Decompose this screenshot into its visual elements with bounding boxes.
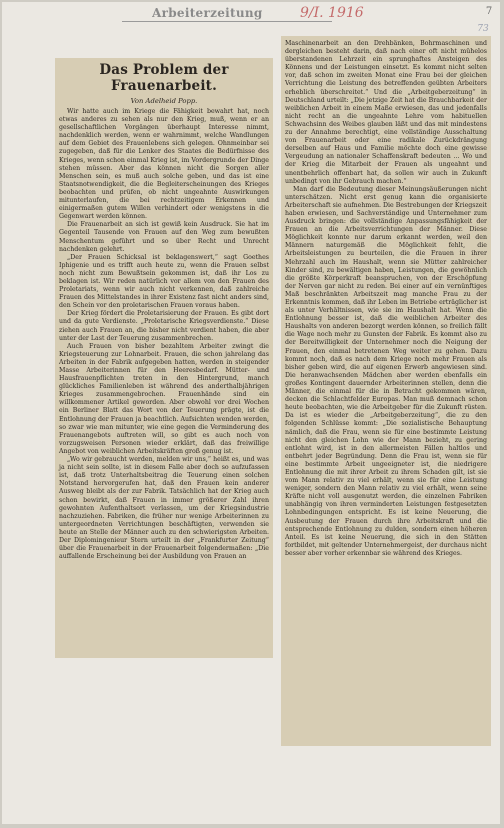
right-column-text — [281, 36, 491, 558]
handwritten-date: 9/I. 1916 — [300, 5, 364, 21]
paragraph: „Der Frauen Schicksal ist beklagenswert,“ sagt Goethes Iphigenie und es trifft auch heute zu, wenn die Frauen selbst noch nicht zum Bewußtsein gekommen ist, daß ihr Los zu beklagen ist. Wir reden natürlich vor allem von den Frauen des Proletariats, wenn wir auch nicht verkennen, daß zahlreiche Frauen des Mittelstandes in ihrer Existenz fast nicht anders sind, den Schein vor den proletarischen Frauen voraus haben. — [59, 253, 269, 310]
article-byline: Von Adelheid Popp. — [130, 97, 198, 105]
paragraph: Wir hatte auch im Kriege die Fähigkeit bewahrt hat, noch etwas anderes zu sehen als nur den Krieg, muß, wenn er an gesellschaftlichen Vorgängen überhaupt Interesse nimmt, nachdenklich werden, wenn er wahrnimmt, welche Wandlungen auf dem Gebiet des Frauenlebens sich gelegen. Ohnmeinbar sei zugegeben, daß für die Lenker des Staates die Bedürfnisse des Krieges, wenn schon einmal Krieg ist, im Vordergrunde der Dinge stehen müssen. Aber das können nicht die Sorgen aller Menschen sein, es muß auch solche geben, und das ist eine Staatsnotwendigkeit, die die Begleiterscheinungen des Krieges beobachten und prüfen, ob nicht ungeahnte Auswirkungen mitunterlaufen, die bei rechtzeitigem Erkennen und einigermaßen gutem Willen verhindert oder wenigstens in die Gegenwart werden können. — [59, 108, 269, 221]
article-title: Das Problem der Frauenarbeit. — [99, 62, 229, 94]
paragraph: Man darf die Bedeutung dieser Meinungsäußerungen nicht unterschätzen. Nicht erst genug kann die organisierte Arbeiterschaft sie aufnehmen. Die Bestrebungen der Kriegszeit haben erwiesen, und Sachverständige und Unternehmer zum Ausdruck bringen: die vollständige Anpassungsfähigkeit der Frauen an die Arbeitsverrichtungen der Männer. Diese Möglichkeit konnte nur darum erkannt werden, weil den Männern naturgemäß die Möglichkeit fehlt, die Arbeitsleistungen zu beurteilen, die die Frauen in ihrer Mehrzahl auch im Haushalt, wenn sie Mütter zahlreicher Kinder sind, zu bewältigen haben, Leistungen, die gewöhnlich die größte Körperkraft beanspruchen, von der Erschöpfung der Nerven gar nicht zu reden. Bei einer auf ein vernünftiges Maß beschränkten Arbeitszeit mag manche Frau zu der Erkenntnis kommen, daß ihr Leben im Betriebe erträglicher ist als unter Verhältnissen, wie sie im Haushalt hat. Wenn die Entlohnung besser ist, daß die weiblichen Arbeiter des Haushalts von anderen bezorgt werden können, so freilich fällt die Wage noch mehr zu Gunsten der Fabrik. Es kommt also zu der Bereitwilligkeit der Unternehmer noch die Neigung der Frauen, den einmal betretenen Weg weiter zu gehen. Dazu kommt noch, daß es nach dem Kriege noch mehr Frauen als bisher geben wird, die auf eigenen Erwerb angewiesen sind. Die heranwachsenden Mädchen aber werden ebenfalls ein großes Kontingent dauernder Arbeiterinnen stellen, denn die Männer, die einmal für die in Betracht gekommen wären, decken die Schlachtfelder Europas. Man muß demnach schon heute beobachten, wie die Arbeitgeber für die Zukunft rüsten. Da ist es wieder die „Arbeitgeberzeitung“, die zu den folgenden Schlüsse kommt: „Die sozialistische Behauptung nämlich, daß die Frau, wenn sie für eine bestimmte Leistung nicht den gleichen Lohn wie der Mann bezieht, zu gering entlohnt wird, ist in den allermeisten Fällen haltlos und entbehrt jeder Begründung. Denn die Frau ist, wenn sie für eine bestimmte Arbeit ungeeigneter ist, die niedrigere Entlohnung die mit ihrer Arbeit zu ihrem Schaden gilt, ist sie vom Mann relativ zu viel erhält, wenn sie für eine Leistung weniger, sondern den Mann relativ zu viel erhält, wenn seine Kräfte nicht voll ausgenutzt werden, die einzelnen Fabriken unabhängig von ihren verminderten Leistungen festgesetzten Lohnbedingungen entspricht. Es ist keine Neuerung, die Ausbeutung der Frauen durch ihre Arbeitskraft und die entsprechende Entlohnung zu dulden, sondern einen höheren Anteil. Es ist keine Neuerung, die sich in den Stätten fortbildet, mit geltender Unternehmergeist, der durchaus nicht besser aber vorher erkennbar sie während des Krieges. — [285, 185, 487, 557]
left-column-text — [55, 108, 273, 561]
corner-mark: 7 — [485, 6, 493, 17]
paragraph: Der Krieg fördert die Proletarisierung der Frauen. Es gibt dort und da gute Verdienste. „Proletarische Kriegsverdienste.“ Diese ziehen auch Frauen an, die bisher nicht verdient haben, die aber unter der Last der Teuerung zusammenbrechen. — [59, 310, 269, 342]
newspaper-masthead: Arbeiterzeitung — [152, 6, 263, 20]
clipping-left-column — [55, 58, 273, 658]
paragraph: „Wo wir gebraucht werden, melden wir uns,“ heißt es, und was ja nicht sein sollte, ist in diesem Falle aber doch so aufzufassen ist, daß trotz Unterhaltsbeitrag die Teuerung einen solchen Notstand hervorgerufen hat, daß den Frauen kein anderer Ausweg bleibt als der zur Fabrik. Tatsächlich hat der Krieg auch schon bewirkt, daß Frauen in immer größerer Zahl ihren gewohnten Aufenthaltsort verlassen, um der Kriegsindustrie nachzuziehen. Fabriken, die früher nur wenige Arbeiterinnen zu untergeordneten Verrichtungen beschäftigten, verwenden sie heute an Stelle der Männer auch zu den schwierigsten Arbeiten. Der Diplomingenieur Stern urteilt in der „Frankfurter Zeitung“ über die Frauenarbeit in der Frauenarbeit folgendermaßen: „Die auffallende Erscheinung bei der Ausbildung von Frauen an — [59, 456, 269, 561]
clipping-right-column — [281, 36, 491, 746]
paragraph: Maschinenarbeit an den Drehbänken, Bohrmaschinen und dergleichen besteht darin, daß nach einer oft nicht mühelos überstandenen Lehrzeit ein sprunghaftes Ansteigen des Könnens und der Leistungen einsetzt. Es kommt nicht selten vor, daß schon im zweiten Monat eine Frau bei der gleichen Verrichtung die Leistung des betreffenden geübten Arbeiters erheblich überschreitet.“ Und die „Arbeitgeberzeitung“ in Deutschland urteilt: „Die jetzige Zeit hat die Brauchbarkeit der weiblichen Arbeit in einem Maße erwiesen, das und jedenfalls nicht recht an die ungeahnte Lehre vom habituellen Schwachsinn des Weibes glauben läßt und das mit mindestens zu der Annahme berechtigt, eine vollständige Ausschaltung von Frauenarbeit oder eine radikale Zurückdrängung derselben auf Haus und Familie möchte doch eine gewisse Vergeudung an nationaler Schaffenskraft bedeuten ... Wo und der Krieg die Mitarbeit der Frauen als ungeahnt und unentbehrlich offenbart hat, da sollen wir auch in Zukunft unbedingt von ihr Gebrauch machen.“ — [285, 40, 487, 185]
paragraph: Die Frauenarbeit an sich ist gewiß kein Ausdruck. Sie hat im Gegenteil Tausende von Frauen auf den Weg zum bewußten Menschentum geführt und so über Recht und Unrecht nachdenken gelehrt. — [59, 221, 269, 253]
page-number: 73 — [477, 24, 489, 34]
paragraph: Auch Frauen von bisher bezahltem Arbeiter zwingt die Kriegsteuerung zur Lohnarbeit. Frauen, die schon jahrelang das Arbeiten in der Fabrik aufgegeben hatten, werden in steigender Masse Arbeiterinnen für den Heeresbedarf. Mütter- und Hausfrauenpflichten treten in den Hintergrund, manch glückliches Familienleben ist während des anderthalbjährigen Krieges zusammengebrochen. Frauenhände sind ein willkommener Artikel geworden. Aber obwohl vor drei Wochen ein Berliner Blatt das Wort von der Teuerung prägte, ist die Entlohnung der Frauen ja beachtlich. Aufsichten wenden werden, so zwar wie man mitunter, wie eine gegen die Verminderung des Frauenangebots auftreten will, so gibt es auch noch von vorzugsweisen Personen wieder erklärt, daß das freiwillige Angebot von weiblichen Arbeitskräften groß genug ist. — [59, 342, 269, 455]
archive-sheet — [2, 2, 500, 824]
